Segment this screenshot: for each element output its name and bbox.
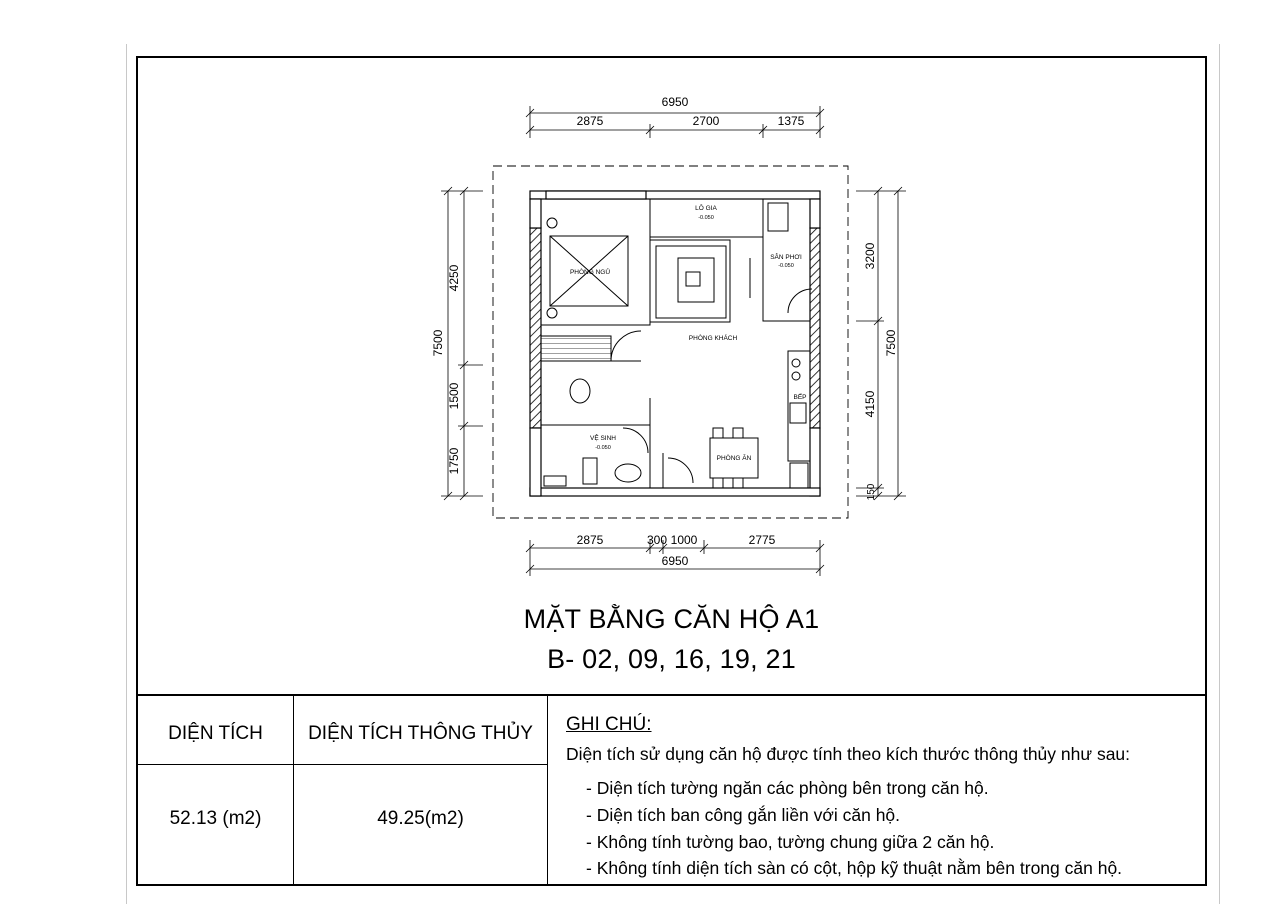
area-header: DIỆN TÍCH	[168, 723, 263, 744]
dim-bottom-total: 6950	[661, 554, 689, 568]
room-bedroom-name: PHÒNG NGỦ	[569, 269, 611, 276]
dim-right-total: 7500	[884, 329, 898, 357]
plan-title: MẶT BẰNG CĂN HỘ A1	[523, 604, 820, 634]
note-item: - Không tính tường bao, tường chung giữa 2 căn hộ.	[586, 832, 995, 852]
dim-bottom-1: 2875	[576, 533, 604, 547]
room-dining-name: PHÒNG ĂN	[716, 455, 752, 462]
note-item: - Diện tích ban công gắn liền với căn hộ.	[586, 805, 901, 825]
room-living-name: PHÒNG KHÁCH	[688, 335, 738, 342]
dim-bottom-4: 2775	[748, 533, 776, 547]
interior	[541, 199, 812, 488]
page-edge-left	[126, 44, 127, 904]
table-row-divider	[138, 764, 547, 765]
room-kitchen-name: BẾP	[793, 394, 807, 401]
area-value: 52.13 (m2)	[169, 808, 262, 829]
note-item: - Không tính diện tích sàn có cột, hộp kỹ thuật nằm bên trong căn hộ.	[586, 858, 1123, 878]
dim-top-2: 2700	[692, 114, 720, 128]
dim-left-2: 1500	[447, 382, 461, 410]
room-drying-name: SÂN PHƠI	[770, 254, 802, 261]
dim-bottom-3: 1000	[670, 533, 698, 547]
area-table	[138, 694, 1205, 886]
dim-bottom-2: 300	[646, 533, 668, 547]
dimensions	[441, 106, 906, 576]
page-edge-right	[1219, 44, 1220, 904]
net-area-value: 49.25(m2)	[377, 808, 464, 829]
notes-intro: Diện tích sử dụng căn hộ được tính theo kích thước thông thủy như sau:	[566, 744, 1131, 764]
room-logia-name: LÔ GIA	[695, 205, 717, 212]
dim-right-2: 4150	[863, 390, 877, 418]
room-wc-level: -0.050	[595, 445, 611, 451]
plan-subtitle: B- 02, 09, 16, 19, 21	[547, 644, 796, 674]
dim-left-total: 7500	[431, 329, 445, 357]
dim-top-3: 1375	[777, 114, 805, 128]
dim-top-total: 6950	[661, 95, 689, 109]
dim-left-3: 1750	[447, 447, 461, 475]
room-wc-name: VỆ SINH	[589, 435, 617, 442]
room-labels	[570, 203, 807, 462]
notes-title: GHI CHÚ:	[566, 714, 652, 735]
table-divider-2	[547, 696, 548, 886]
floor-plan	[138, 58, 1205, 618]
drawing-frame	[136, 56, 1207, 886]
net-area-header: DIỆN TÍCH THÔNG THỦY	[308, 723, 533, 744]
dim-right-1: 3200	[863, 242, 877, 270]
dim-top-1: 2875	[576, 114, 604, 128]
dim-left-1: 4250	[447, 264, 461, 292]
dim-right-3: 150	[866, 483, 877, 501]
room-logia-level: -0.050	[698, 215, 714, 221]
room-drying-level: -0.050	[778, 263, 794, 269]
note-item: - Diện tích tường ngăn các phòng bên trong căn hộ.	[586, 778, 989, 798]
